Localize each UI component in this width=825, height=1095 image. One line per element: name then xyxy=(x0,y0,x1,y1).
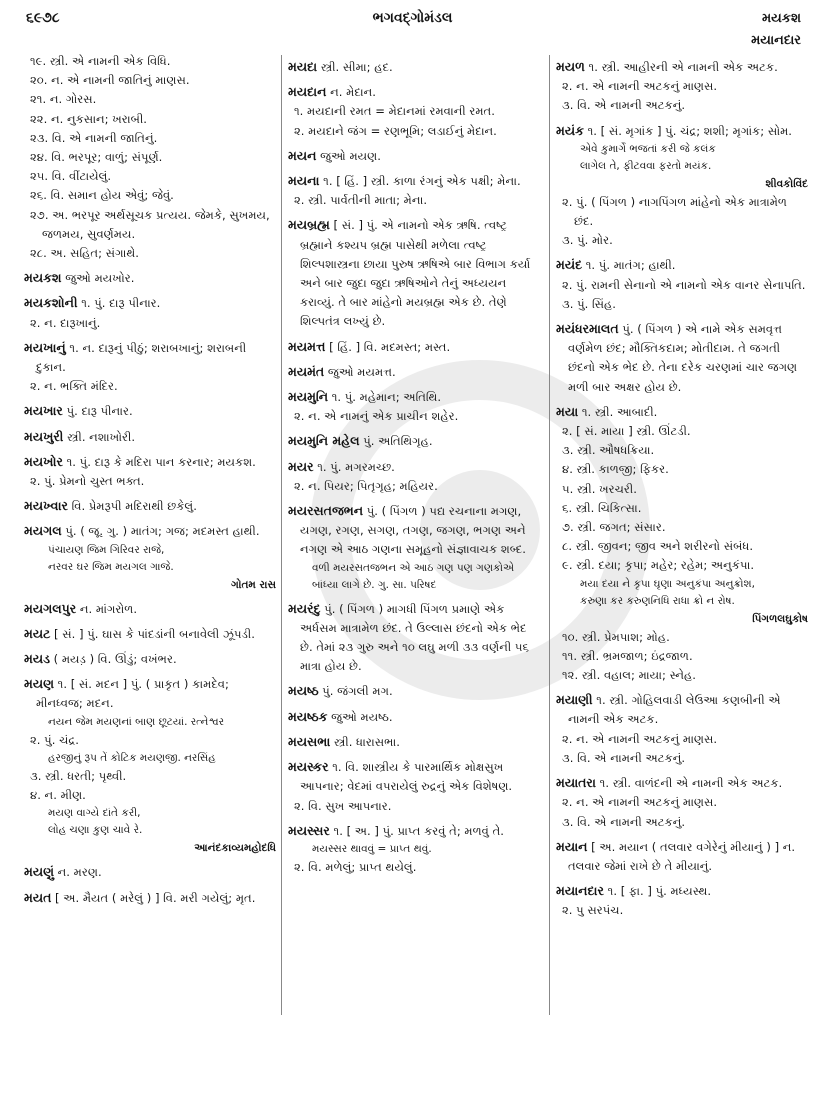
entry-text: ૧૯. સ્ત્રી. એ નામની એક વિધિ. xyxy=(30,54,171,68)
entry-text: [ અ. મૈયત ( મરેલું ) ] વિ. મરી ગયેલું; મૃત. xyxy=(55,890,256,905)
dictionary-entry xyxy=(24,293,276,313)
quotation-line xyxy=(48,542,276,559)
entry-text: ૮. સ્ત્રી. જીવન; જીવ અને શરીરનો સંબંધ. xyxy=(562,539,754,554)
entry-text: ૨. વિ. સુખ આપનાર. xyxy=(294,798,392,813)
sense-line xyxy=(30,767,276,786)
sense-line xyxy=(294,191,540,210)
entry-text: ૨૭. અ. ભરપૂર અર્થસૂચક પ્રત્યય. જેમકે, સુખમય, જળમય, સુવર્ણમય. xyxy=(30,207,270,241)
entry-text: ૨. પું. પ્રેમનો ચુસ્ત ભક્ત. xyxy=(30,474,145,489)
entry-text: ૪. સ્ત્રી. કાળજી; ફિકર. xyxy=(562,462,669,477)
headword: મયત xyxy=(24,889,52,905)
headword: મયરંદુ xyxy=(288,600,321,616)
sense-line xyxy=(294,102,540,121)
entry-text: ૨. ન. એ નામની અટકનું માણસ. xyxy=(562,79,718,94)
quotation-line xyxy=(312,560,540,594)
entry-text: પું. જંગલી મગ. xyxy=(322,684,393,699)
dictionary-entry xyxy=(288,337,540,357)
entry-text: ૧. વિ. શાસ્ત્રીય કે પારમાર્થિક મોક્ષસુખ આપનાર; વેદમાં વપરાયેલું રુદ્રનું એક વિશેષણ. xyxy=(300,760,513,794)
entry-text: ( મયડ઼ ) વિ. ઊંડું; વખંભર. xyxy=(53,652,177,667)
column-2 xyxy=(288,52,540,877)
entry-text: [ સં. ] પું. ઘાસ કે પાંદડાંની બનાવેલી ઝૂંપડી. xyxy=(54,626,255,641)
entry-text: જુઓ મયષ્ઠ. xyxy=(331,709,393,724)
dictionary-entry xyxy=(24,521,276,541)
sense-line xyxy=(30,377,276,396)
entry-text: ૨૪. વિ. ભરપૂર; વાળું; સંપૂર્ણ. xyxy=(30,150,163,165)
entry-text: ૧. ન. દારૂનું પીઠું; શરાબખાનું; શરાબની દુકાન. xyxy=(36,340,247,375)
headword: મયખોર xyxy=(24,453,63,469)
headword: મયરસતજભન xyxy=(288,503,364,519)
entry-text: જુઓ મયણ. xyxy=(320,148,381,163)
sense-line xyxy=(562,730,808,749)
entry-text: ૨. ન. એ નામની અટકનું માણસ. xyxy=(562,731,718,746)
sense-line xyxy=(30,206,276,244)
dictionary-entry xyxy=(556,57,808,77)
sense-line xyxy=(562,793,808,812)
headword: મયંક xyxy=(556,122,584,138)
sense-line xyxy=(562,276,808,295)
sense-line xyxy=(562,666,808,685)
quotation-source xyxy=(556,610,808,628)
entry-text: ૧. [ અ. ] પું. પ્રાપ્ત કરવું તે; મળવું તે. xyxy=(333,823,504,838)
headword: મયમુનિ મહેલ xyxy=(288,433,360,449)
sense-line xyxy=(30,186,276,205)
sense-line xyxy=(562,518,808,537)
sense-line xyxy=(562,480,808,499)
headword: મયના xyxy=(288,173,320,189)
entry-text: [ અ. મયાન ( તલવાર વગેરેનું મીયાનું ) ] ન. તલવાર જેમાં રાખે છે તે મીયાનું. xyxy=(568,839,796,873)
sense-line xyxy=(562,295,808,314)
entry-text: સ્ત્રી. ધારાસભા. xyxy=(333,734,400,749)
entry-text: ૩. વિ. એ નામની અટકનું. xyxy=(562,98,686,113)
entry-text: ૧. પું. દારૂ પીનાર. xyxy=(81,296,161,311)
sense-line xyxy=(562,460,808,479)
dictionary-entry xyxy=(288,146,540,166)
headword: મયખાનું xyxy=(24,339,66,355)
headword: મયંદ xyxy=(556,257,583,273)
sense-line xyxy=(30,110,276,129)
entry-text: [ હિં. ] વિ. મદમસ્ત; મસ્ત. xyxy=(329,339,451,354)
entry-text: કરુણા કર કરુણનિધિ રાધા ક્રો ન રોષ. xyxy=(580,594,735,607)
entry-text: ૨. પુ સરપંચ. xyxy=(562,903,624,918)
entry-text: એવે કુમાર્ગે ભજતાં કરી જે કલંક xyxy=(580,142,716,155)
headword: મયણું xyxy=(24,864,54,880)
sense-line xyxy=(30,731,276,750)
sense-line xyxy=(30,314,276,333)
dictionary-entry xyxy=(288,215,540,331)
entry-text: ૧. પું. માતંગ; હાથી. xyxy=(585,258,676,273)
headword: મયાનદાર xyxy=(556,883,604,899)
entry-text: ૨. પું. ચંદ્ર. xyxy=(30,732,79,747)
sense-line xyxy=(562,422,808,441)
entry-text: પિંગળલઘુકોષ xyxy=(752,612,808,625)
entry-text: પું. ( પિંગળ ) પદ્ય રચનાના મગણ, યગણ, રગણ, સગણ, તગણ, જગણ, ભગણ અને નગણ એ આઠ ગણના સમૂહનો સંજ્ઞાવાચક શબ્દ. xyxy=(300,504,526,557)
entry-text: ન. મરણ. xyxy=(57,865,102,880)
entry-text: સ્ત્રી. સીમા; હદ. xyxy=(320,60,393,74)
quotation-source xyxy=(24,839,276,857)
quotation-line xyxy=(48,750,276,767)
dictionary-entry xyxy=(556,881,808,901)
dictionary-entry xyxy=(24,427,276,447)
quotation-source xyxy=(556,175,808,193)
sense-line xyxy=(30,71,276,90)
headword: મયા xyxy=(556,403,579,419)
dictionary-entry xyxy=(24,624,276,644)
sense-line xyxy=(294,407,540,426)
entry-text: ૨. વિ. મળેલું; પ્રાપ્ત થયેલું. xyxy=(294,859,417,874)
column-1 xyxy=(24,52,276,908)
quotation-source xyxy=(24,576,276,594)
entry-text: મયણ વાગ્યે દાંતે કરી, xyxy=(48,807,141,820)
entry-text: ૧. [ સં. મદન ] પું. ( પ્રાકૃત ) કામદેવ; મીનધ્વજ; મદન. xyxy=(36,677,229,711)
headword: મયણ xyxy=(24,676,54,692)
dictionary-entry xyxy=(288,431,540,451)
sense-line xyxy=(30,148,276,167)
dictionary-entry xyxy=(288,599,540,677)
quotation-line xyxy=(580,576,808,593)
dictionary-entry xyxy=(556,319,808,397)
entry-text: ૩. વિ. એ નામની અટકનું. xyxy=(562,750,686,765)
dictionary-entry xyxy=(288,501,540,560)
sense-line xyxy=(562,231,808,250)
entry-text: ૩. સ્ત્રી. ધરતી; પૃથ્વી. xyxy=(30,768,127,783)
guide-words xyxy=(751,8,801,52)
dictionary-entry xyxy=(288,171,540,191)
headword: મયકશોની xyxy=(24,295,78,311)
dictionary-entry xyxy=(288,757,540,796)
entry-text: ૨. ન. પિયર; પિતૃગૃહ; મહિયર. xyxy=(294,478,438,493)
entry-text: ૨૨. ન. નુકસાન; ખરાબી. xyxy=(30,111,147,126)
sense-line xyxy=(562,441,808,460)
headword: મયસભા xyxy=(288,733,331,749)
sense-line xyxy=(562,628,808,647)
dictionary-entry xyxy=(24,862,276,882)
entry-text: ૩. પું. સિંહ. xyxy=(562,296,616,311)
dictionary-entry xyxy=(24,888,276,908)
entry-text: ૨૧. ન. ગોરસ. xyxy=(30,92,97,107)
entry-text: ૧. પું. મગરમચ્છ. xyxy=(317,459,395,474)
sense-line xyxy=(562,647,808,666)
entry-text: પું. ( પિંગળ ) એ નામે એક સમવૃત્ત વર્ણમેળ છંદ; મૌક્તિકદામ; મોતીદામ. તે જગતી છંદનો એક ભેદ છે. તેના દરેક ચરણમાં ચાર જગણ મળી બાર અક્ષર હોય છે. xyxy=(568,322,798,394)
entry-text: પું. ( પિંગળ ) માગધી પિંગળ પ્રમાણે એક અર્ધસમ માત્રામેળ છંદ. તે ઉલ્લાસ છંદનો એક ભેદ છે. તેમાં ૨૩ ગુરુ અને ૧૦ લઘુ મળી ૩૩ વર્ણની ૫૬ માત્રા હોય છે. xyxy=(300,601,529,674)
quotation-line xyxy=(580,141,808,158)
entry-text: ગોતમ રાસ xyxy=(231,578,276,591)
entry-text: સ્ત્રી. નશાખોરી. xyxy=(67,429,136,444)
entry-text: ૩. પું. મોર. xyxy=(562,233,613,248)
entry-text: પું. અતિથિગૃહ. xyxy=(363,434,433,449)
entry-text: ૧. પું. દારૂ કે મદિરા પાન કરનાર; મયકશ. xyxy=(66,454,256,469)
entry-text: હરજીનું રૂપ તેં કોટિક મયણજી. નરસિંહ xyxy=(48,751,216,764)
sense-line xyxy=(562,96,808,115)
entry-text: ૨૦. ન. એ નામની જાતિનું માણસ. xyxy=(30,73,190,88)
entry-text: ૬. સ્ત્રી. ચિકિત્સા. xyxy=(562,500,642,515)
headword: મયકશ xyxy=(24,270,62,286)
sense-line xyxy=(30,472,276,491)
entry-text: જુઓ મયમત્ત. xyxy=(327,364,396,379)
sense-line xyxy=(30,129,276,148)
entry-text: ૨૮. અ. સહિત; સંગાથે. xyxy=(30,246,139,261)
entry-text: ૪. ન. મીણ. xyxy=(30,788,86,803)
sense-line xyxy=(30,786,276,805)
entry-text: પું. દારૂ પીનાર. xyxy=(66,404,133,419)
entry-text: ૨. સ્ત્રી. પાર્વતીની માતા; મેના. xyxy=(294,193,428,208)
headword: મયષ્ઠ xyxy=(288,683,319,699)
sense-line xyxy=(294,858,540,877)
dictionary-entry xyxy=(556,837,808,876)
headword: મયર xyxy=(288,458,314,474)
headword: મયળ xyxy=(556,59,585,74)
column-divider xyxy=(549,55,550,1015)
quotation-line xyxy=(580,593,808,610)
dictionary-entry xyxy=(24,496,276,516)
headword: મયમુનિ xyxy=(288,389,329,405)
quotation-line xyxy=(48,714,276,731)
dictionary-entry xyxy=(24,452,276,472)
entry-text: વિ. પ્રેમરૂપી મદિરાથી છકેલું. xyxy=(71,499,197,514)
headword: મયગલ xyxy=(24,523,62,539)
entry-text: શીવકોવિંદ xyxy=(765,177,808,190)
entry-text: ૨. ન. એ નામની અટકનું માણસ. xyxy=(562,795,718,810)
entry-text: ૨. [ સં. માયા ] સ્ત્રી. ઊંટડી. xyxy=(562,424,691,439)
headword: મયદા xyxy=(288,59,318,74)
column-divider xyxy=(281,55,282,1015)
entry-text: મયા દયા ને કૃપા ઘૃણા અનુકંપા અનુક્રોશ, xyxy=(580,577,755,590)
running-title: ભગવદ્ગોમંડલ xyxy=(372,10,453,26)
sense-line xyxy=(30,90,276,109)
entry-text: ૯. સ્ત્રી. દયા; કૃપા; મહેર; રહેમ; અનુકંપા. xyxy=(562,558,755,573)
entry-text: ૧. પું. મહેમાન; અતિથિ. xyxy=(331,390,442,405)
sense-line xyxy=(562,813,808,832)
headword: મયષ્ઠક xyxy=(288,708,328,724)
sense-line xyxy=(294,797,540,816)
entry-text: ૩. વિ. એ નામની અટકનું. xyxy=(562,814,686,829)
dictionary-entry xyxy=(556,402,808,422)
dictionary-entry xyxy=(24,268,276,288)
sense-line xyxy=(562,901,808,920)
headword: મયમંત xyxy=(288,363,325,379)
entry-text: ૨૬. વિ. સમાન હોય એવું; જેવું. xyxy=(30,188,174,203)
dictionary-entry xyxy=(288,57,540,77)
entry-text: લાગેલ તે, ફીટવવા ફરતો મયંક. xyxy=(580,159,712,172)
dictionary-entry xyxy=(24,649,276,669)
entry-text: ૧. [ સં. મૃગાંક ] પું. ચંદ્ર; શશી; મૃગાંક; સોમ. xyxy=(587,123,792,138)
headword: મયટ xyxy=(24,625,51,641)
guide-word-first: મયકશ xyxy=(761,11,801,26)
sense-line xyxy=(562,749,808,768)
entry-text: લોહ ચણા કુણ ચાવે રે. xyxy=(48,824,143,837)
entry-text: ૧. સ્ત્રી. આબાદી. xyxy=(581,404,658,419)
quotation-line xyxy=(312,841,540,858)
dictionary-entry xyxy=(288,387,540,407)
guide-word-last: મયાનદાર xyxy=(751,33,801,48)
entry-text: પંચાયણ જિમ ગિરિવર રાજે, xyxy=(48,543,165,556)
sense-line xyxy=(30,52,276,71)
dictionary-entry xyxy=(24,401,276,421)
entry-text: ન. મેદાન. xyxy=(330,85,376,100)
entry-text: ૧. સ્ત્રી. ગોહિલવાડી લેઉઆ કણબીની એ નામની એક અટક. xyxy=(568,693,781,727)
entry-text: ૩. સ્ત્રી. ઔષધક્રિયા. xyxy=(562,443,655,458)
entry-text: ૧. સ્ત્રી. વાળંદની એ નામની એક અટક. xyxy=(599,776,783,791)
entry-text: ૧. [ હિં. ] સ્ત્રી. કાળા રંગનું એક પક્ષી; મેના. xyxy=(323,174,521,189)
entry-text: જુઓ મયખોર. xyxy=(65,271,135,286)
dictionary-entry xyxy=(288,732,540,752)
dictionary-entry xyxy=(556,773,808,793)
headword: મયમત્ત xyxy=(288,338,326,354)
sense-line xyxy=(30,244,276,263)
sense-line xyxy=(294,122,540,141)
entry-text: ૧૧. સ્ત્રી. ભ્રમજાળ; ઇંદ્રજાળ. xyxy=(562,648,693,663)
entry-text: ન. માંગરોળ. xyxy=(79,601,138,616)
entry-text: ૨. ન. દારૂખાનું. xyxy=(30,315,101,330)
entry-text: મયસ્સર થાવવું = પ્રાપ્ત થવું. xyxy=(312,842,432,855)
sense-line xyxy=(30,167,276,186)
entry-text: ૨. ન. ભક્તિ મંદિર. xyxy=(30,379,118,394)
sense-line xyxy=(562,77,808,96)
entry-text: ૨. ન. એ નામનું એક પ્રાચીન શહેર. xyxy=(294,409,459,424)
headword: મયખુરી xyxy=(24,428,64,444)
entry-text: [ સં. ] પું. એ નામનો એક ઋષિ. ત્વષ્ટ્ર બ્રહ્માને કશ્યપ બ્રહ્મ પાસેથી મળેલા ત્વષ્ટ્ર શિલ્પશાસ્ત્રના છાયા પુરુષ ઋષિએ બાર વિભાગ કર્યા અને બાર જુદા જુદા ઋષિઓને તેનું અધ્યયન કરાવ્યું. તે બાર માંહેનો મયબ્રહ્મ એક છે. તેણે શિલ્પતંત્ર લખ્યું છે. xyxy=(300,218,531,329)
sense-line xyxy=(294,477,540,496)
quotation-line xyxy=(48,559,276,576)
dictionary-entry xyxy=(288,707,540,727)
entry-text: આનંદકાવ્યમહોદધિ xyxy=(194,842,276,855)
entry-text: ૨૫. વિ. વીંટાયેલું. xyxy=(30,169,112,184)
headword: મયસ્કર xyxy=(288,759,329,775)
page-number: ૬૯૭૮ xyxy=(26,10,60,26)
headword: મયાણી xyxy=(556,692,593,708)
quotation-line xyxy=(48,822,276,839)
entry-text: ૧. મયદાની રમત = મેદાનમાં રમવાની રમત. xyxy=(294,104,495,119)
entry-text: ૨. પું. ( પિંગળ ) નાગપિંગળ માંહેનો એક માત્રામેળ છંદ. xyxy=(562,194,787,229)
dictionary-entry xyxy=(288,681,540,701)
entry-text: ૨૩. વિ. એ નામની જાતિનું. xyxy=(30,130,158,145)
headword: મયંધરમાલત xyxy=(556,321,619,337)
dictionary-entry xyxy=(288,457,540,477)
quotation-line xyxy=(580,158,808,175)
entry-text: ૫. સ્ત્રી. ખરચરી. xyxy=(562,481,637,496)
headword: મયખાર xyxy=(24,403,63,419)
dictionary-entry xyxy=(556,121,808,141)
sense-line xyxy=(562,499,808,518)
entry-text: ૨. પું. રામની સેનાનો એ નામનો એક વાનર સેનાપતિ. xyxy=(562,277,806,292)
entry-text: નયન જેમ મયણનાં બાણ છૂટયાં. રત્નેશ્વર xyxy=(48,715,225,728)
entry-text: ૧. [ ફા. ] પું. મધ્યસ્થ. xyxy=(607,884,712,899)
entry-text: ૧. સ્ત્રી. આહીરની એ નામની એક અટક. xyxy=(588,60,778,74)
entry-text: ૧૨. સ્ત્રી. વહાલ; માયા; સ્નેહ. xyxy=(562,668,696,683)
entry-text: ૧૦. સ્ત્રી. પ્રેમપાશ; મોહ. xyxy=(562,629,670,644)
dictionary-entry xyxy=(24,674,276,713)
headword: મયખ્વાર xyxy=(24,498,68,514)
sense-line xyxy=(562,193,808,231)
entry-text: ૨. મયદાને જંગ = રણભૂમિ; લડાઈનું મેદાન. xyxy=(294,123,497,138)
headword: મયબ્રહ્મ xyxy=(288,217,330,233)
sense-line xyxy=(562,556,808,575)
dictionary-entry xyxy=(24,338,276,377)
sense-line xyxy=(562,537,808,556)
headword: મયદાન xyxy=(288,84,327,100)
headword: મયાન xyxy=(556,838,588,854)
headword: મયગલપુર xyxy=(24,600,77,616)
dictionary-entry xyxy=(288,821,540,841)
entry-text: વળી મયરસતજભન એ આઠ ગણ પણ ગણકોએ બાંધ્યા લાગે છે. ગુ. સા. પરિષદ xyxy=(312,561,515,591)
headword: મયડ xyxy=(24,651,50,667)
dictionary-entry xyxy=(288,82,540,102)
dictionary-entry xyxy=(556,255,808,275)
dictionary-entry xyxy=(288,362,540,382)
headword: મયન xyxy=(288,147,317,163)
headword: મયાતરા xyxy=(556,775,596,791)
column-3 xyxy=(556,52,808,921)
dictionary-entry xyxy=(556,690,808,729)
entry-text: પું. ( જૂ. ગુ. ) માતંગ; ગજ; મદમસ્ત હાથી. xyxy=(65,524,260,539)
headword: મયસ્સર xyxy=(288,822,330,838)
quotation-line xyxy=(48,805,276,822)
dictionary-entry xyxy=(24,599,276,619)
entry-text: નરવર ઘર જિમ મયગલ ગાજે. xyxy=(48,560,174,573)
entry-text: ૭. સ્ત્રી. જગત; સંસાર. xyxy=(562,520,666,535)
